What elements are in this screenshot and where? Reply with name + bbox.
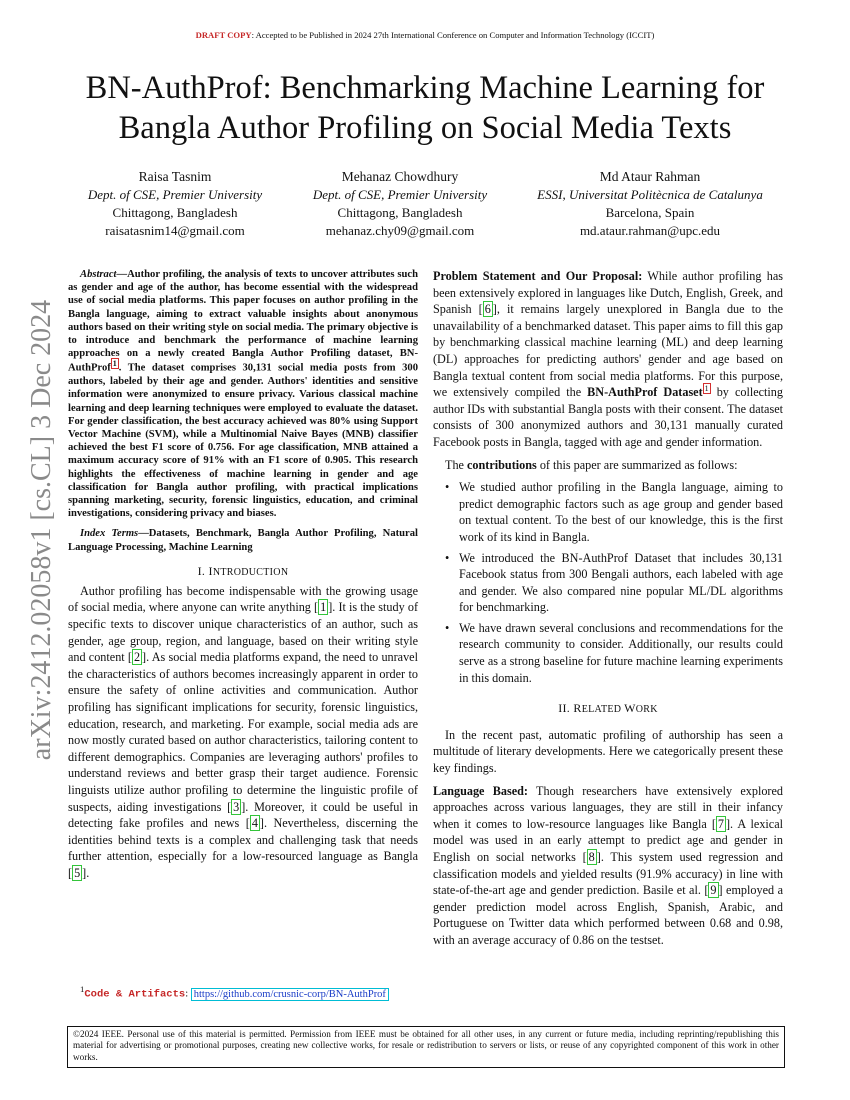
abstract-label: Abstract	[80, 269, 117, 280]
draft-label: DRAFT COPY	[195, 30, 252, 40]
section-numeral: II.	[558, 701, 574, 716]
contributions-bold: contributions	[467, 457, 537, 472]
citation-link[interactable]: 6	[484, 302, 491, 317]
problem-statement-label: Problem Statement and Our Proposal:	[433, 269, 643, 283]
footnote-ref[interactable]: 1	[704, 384, 709, 394]
index-terms	[68, 527, 418, 553]
footnote-ref[interactable]: 1	[112, 359, 117, 369]
author-email: mehanaz.chy09@gmail.com	[325, 223, 475, 238]
body-text: . This system used regression and classification models and yielded results (91.9% accuracy) in line with state-of-the-art age and gender prediction. Basile et al.	[433, 850, 783, 898]
body-text: While author profiling has been extensively explored in languages like Dutch, English, Greek, and Spanish	[433, 269, 784, 317]
author-affiliation: Dept. of CSE, Premier University	[312, 187, 488, 202]
index-terms-text: —Datasets, Benchmark, Bangla Author Profiling, Natural Language Processing, Machine Learning	[68, 528, 418, 553]
author-3	[505, 168, 795, 240]
footnote-mark: 1	[80, 984, 85, 994]
section-initial: I	[208, 563, 213, 578]
contributions-list	[433, 479, 783, 686]
author-city: Barcelona, Spain	[605, 205, 695, 220]
citation-link[interactable]: 5	[74, 865, 81, 880]
list-item: • We have drawn several conclusions and recommendations for the research community to consider. Additionally, our results could serve as a strong baseline for future machine learning experiments in this domain.	[459, 620, 783, 686]
author-1	[60, 168, 290, 240]
body-text: of this paper are summarized as follows:	[536, 457, 738, 472]
author-email: md.ataur.rahman@upc.edu	[579, 223, 721, 238]
body-text: . Moreover, it could be useful in detecting fake profiles and news	[68, 799, 418, 831]
citation-link[interactable]: 9	[710, 883, 717, 898]
section-title: ORK	[635, 704, 658, 716]
section-title: NTRODUCTION	[212, 566, 289, 578]
abstract-text: . The dataset comprises 30,131 social media posts from 300 authors, labeled by their age and gender. Authors' identities and sensitive information were anonymized to ensure privacy. Various classical machine learning and deep learning techniques were employed to evaluate the dataset. For gender classification, the best accuracy achieved was 80% using Support Vector Machine (SVM), while a Multinomial Naive Bayes (MNB) classifier achieved the best F1 score of 0.756. For age classification, MNB attained a maximum accuracy score of 91% with an F1 score of 0.905. This research highlights the effectiveness of machine learning in gender and age classification for Bangla author profiling, with practical implications spanning marketing, security, forensic linguistics, education, and criminal investigations, considering privacy and biases.	[68, 362, 418, 520]
section-initial: R	[573, 701, 582, 716]
list-item: • We introduced the BN-AuthProf Dataset that includes 30,131 Facebook status from 300 Bengali authors, each labeled with age and gender. We also compared nine popular ML/DL algorithms for benchmarking.	[459, 550, 783, 616]
draft-header	[0, 30, 850, 40]
left-column	[68, 268, 418, 887]
citation-link[interactable]: 2	[133, 650, 141, 665]
section-initial: W	[624, 701, 636, 716]
author-block	[60, 168, 790, 240]
body-text: .	[86, 865, 90, 880]
body-text: by collecting author IDs with substantial Bangla posts with their consent. The dataset consists of 300 anonymized authors and 30,131 manually curated Facebook posts in Bangla, tagged with age and gender information.	[433, 385, 783, 449]
section-title: ELATED	[581, 704, 625, 716]
body-text: employed a gender prediction model across English, Spanish, Arabic, and Portuguese on Twitter data which performed between 0.68 and 0.98, with an average accuracy of 0.86 on the testset.	[433, 883, 783, 947]
arxiv-stamp: arXiv:2412.02058v1 [cs.CL] 3 Dec 2024	[26, 299, 57, 761]
abstract	[68, 268, 418, 520]
intro-paragraph: Author profiling has become indispensable with the growing usage of social media, where anyone can write anything [ 1 ]. It is the study of specific texts to discover unique characteristics of an author, such as gender, age group, region, and language, based on their writing style and content [ 2 ]. As social media platforms expand, the need to unravel the characteristics of authors becomes increasingly apparent in order to ensure the safety of online activities and communication. Author profiling has significant implications for security, forensic linguistics, education, research, and marketing. For example, social media ads are now mostly curated based on author characteristics, tailoring content to different demographics. Companies are leveraging authors' profiles to understand reviews and better grasp their target audience. Forensic linguists utilize author profiling to determine the linguistic profile of suspects, aiding investigations [ 3 ]. Moreover, it could be useful in detecting fake profiles and news [ 4 ]. Nevertheless, discerning the identities behind texts is a complex and challenging task that needs further attention, especially for a low-resourced language as Bangla [ 5 ].	[68, 583, 418, 880]
body-text: . It is the study of specific texts to discover unique characteristics of an author, such as gender, age group, region, and language, based on their writing style and content	[68, 600, 418, 665]
body-text: . Nevertheless, discerning the identities behind texts is a complex and challenging task that needs further attention, especially for a low-resourced language as Bangla	[68, 816, 418, 864]
body-text: . A lexical model was used in an early attempt to predict age and gender in English on social networks	[433, 816, 784, 864]
problem-statement-paragraph: Problem Statement and Our Proposal: While author profiling has been extensively explored in languages like Dutch, English, Greek, and Spanish [ 6 ], it remains largely unexplored in Bangla due to the unavailability of a benchmarked dataset. This paper aims to fill this gap by benchmarking classical machine learning (ML) and deep learning (DL) approaches for predicting authors' gender and age based on Bangla textual content from social media platforms. For this purpose, we extensively compiled the BN-AuthProf Dataset $^1$ by collecting author IDs with substantial Bangla posts with their consent. The dataset consists of 300 anonymized authors and 30,131 manually curated Facebook posts in Bangla, tagged with age and gender information.	[433, 269, 784, 449]
author-affiliation: ESSI, Universitat Politècnica de Catalunya	[537, 187, 763, 202]
related-work-intro: In the recent past, automatic profiling of authorship has seen a multitude of literary developments. Here we categorically present these key findings.	[433, 727, 783, 776]
author-city: Chittagong, Bangladesh	[112, 205, 238, 220]
footnote	[80, 984, 389, 1001]
index-terms-label: Index Terms	[80, 528, 139, 540]
citation-link[interactable]: 7	[717, 816, 724, 831]
right-column	[433, 268, 783, 955]
body-text: . As social media platforms expand, the need to unravel the characteristics of authors becomes increasingly apparent in order to ensure the safety of online activities and communication. Author profiling has significant implications for security, forensic linguistics, education, research, and marketing. For example, social media ads are now mostly curated based on author characteristics, tailoring content to different demographics. Companies are leveraging authors' profiles to understand reviews and better grasp their target audience. Forensic linguists utilize author profiling to determine the linguistic profile of suspects, aiding investigations	[68, 650, 418, 814]
language-based-label: Language Based:	[433, 783, 528, 798]
author-affiliation: Dept. of CSE, Premier University	[87, 187, 263, 202]
copyright-text: ©2024 IEEE. Personal use of this material is permitted. Permission from IEEE must be obtained for all other uses, in any current or future media, including reprinting/republishing this material for advertising or promotional purposes, creating new collective works, for resale or redistribution to servers or lists, or reuse of any copyrighted component of this work in other works.	[73, 1029, 779, 1062]
paper-title: BN-AuthProf: Benchmarking Machine Learning for Bangla Author Profiling on Social Media Texts	[85, 70, 765, 146]
section-numeral: I.	[197, 563, 209, 578]
footnote-sep: :	[185, 988, 191, 1000]
author-name: Raisa Tasnim	[138, 169, 212, 184]
contributions-intro	[433, 457, 783, 474]
body-text: Though researchers have extensively explored approaches across various languages, they are still in their infancy when it comes to low-resource languages like Bangla	[433, 783, 783, 831]
dataset-name: BN-AuthProf Dataset	[587, 385, 703, 400]
github-link[interactable]: https://github.com/crusnic-corp/BN-AuthProf	[191, 988, 389, 1001]
language-based-paragraph: Language Based: Though researchers have extensively explored approaches across various languages, they are still in their infancy when it comes to low-resource languages like Bangla [ 7 ]. A lexical model was used in an early attempt to predict age and gender in English on social networks [ 8 ]. This system used regression and classification models and yielded results (91.9% accuracy) in line with state-of-the-art age and gender prediction. Basile et al. [ 9 ] employed a gender prediction model across English, Spanish, Arabic, and Portuguese on Twitter data which performed between 0.68 and 0.98, with an average accuracy of 0.86 on the testset.	[433, 783, 784, 947]
author-name: Mehanaz Chowdhury	[341, 169, 459, 184]
author-email: raisatasnim14@gmail.com	[105, 223, 245, 238]
citation-link[interactable]: 1	[320, 600, 327, 615]
abstract-text: —Author profiling, the analysis of texts to uncover attributes such as gender and age of the author, has become essential with the widespread use of social media platforms. This paper focuses on author profiling in the Bangla language, aiming to extract valuable insights about anonymous authors based on their writing style on social media. The primary objective is to introduce and benchmark the performance of machine learning approaches on a newly created Bangla Author Profiling dataset, BN-AuthProf	[68, 269, 418, 374]
copyright-notice	[67, 1026, 785, 1068]
citation-link[interactable]: 4	[251, 816, 258, 831]
footnote-label: Code & Artifacts	[84, 988, 186, 1001]
section-heading-related-work	[433, 700, 783, 719]
list-item: • We studied author profiling in the Bangla language, aiming to predict demographic factors such as age group and gender based on textual content. To the best of our knowledge, this is the first work of its kind in Bangla.	[459, 479, 783, 545]
body-text: The	[445, 457, 467, 472]
body-text: Author profiling has become indispensable with the growing usage of social media, where anyone can write anything	[68, 583, 418, 615]
draft-text: : Accepted to be Published in 2024 27th International Conference on Computer and Information Technology (ICCIT)	[251, 30, 655, 40]
author-2	[300, 168, 500, 240]
section-heading-introduction	[68, 564, 418, 579]
citation-link[interactable]: 8	[588, 850, 595, 864]
author-name: Md Ataur Rahman	[599, 169, 701, 184]
body-text: , it remains largely unexplored in Bangla due to the unavailability of a benchmarked dataset. This paper aims to fill this gap by benchmarking classical machine learning (ML) and deep learning (DL) approaches for predicting authors' gender and age based on Bangla textual content from social media platforms. For this purpose, we extensively compiled the	[433, 302, 783, 400]
citation-link[interactable]: 3	[233, 799, 240, 814]
author-city: Chittagong, Bangladesh	[337, 205, 463, 220]
